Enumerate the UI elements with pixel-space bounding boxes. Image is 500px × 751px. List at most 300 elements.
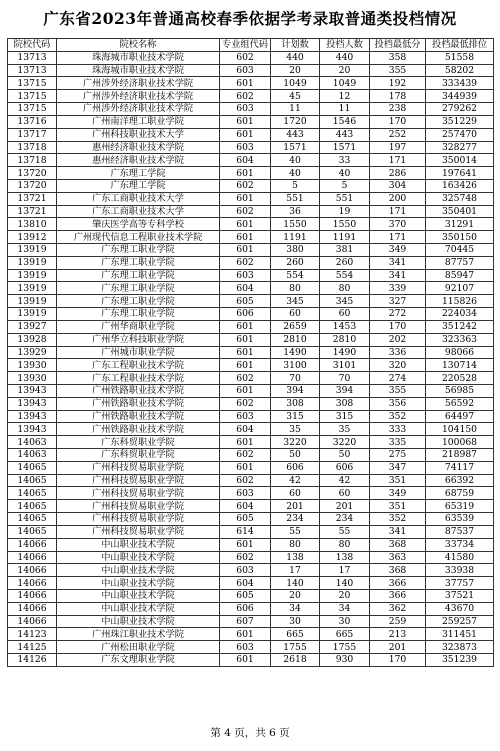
table-row bbox=[8, 90, 494, 103]
cell-group-code: 602 bbox=[220, 449, 271, 462]
cell-group-code: 602 bbox=[220, 551, 271, 564]
table-row bbox=[8, 308, 494, 321]
table-row bbox=[8, 474, 494, 487]
cell-min-rank: 163426 bbox=[426, 179, 494, 192]
cell-school-code: 13919 bbox=[8, 269, 57, 282]
cell-enrolled-count: 3220 bbox=[320, 436, 370, 449]
cell-school-name: 广州珠江职业技术学院 bbox=[57, 628, 220, 641]
cell-plan-count: 45 bbox=[271, 90, 320, 103]
cell-school-code: 14066 bbox=[8, 602, 57, 615]
cell-school-code: 13943 bbox=[8, 397, 57, 410]
table-row bbox=[8, 346, 494, 359]
cell-enrolled-count: 20 bbox=[320, 589, 370, 602]
cell-min-rank: 130714 bbox=[426, 359, 494, 372]
cell-group-code: 601 bbox=[220, 167, 271, 180]
cell-plan-count: 55 bbox=[271, 525, 320, 538]
cell-school-code: 14065 bbox=[8, 500, 57, 513]
cell-group-code: 601 bbox=[220, 436, 271, 449]
cell-min-score: 213 bbox=[370, 628, 426, 641]
cell-group-code: 601 bbox=[220, 333, 271, 346]
cell-min-rank: 65319 bbox=[426, 500, 494, 513]
cell-school-name: 广东工程职业技术学院 bbox=[57, 359, 220, 372]
cell-school-name: 中山职业技术学院 bbox=[57, 564, 220, 577]
cell-min-score: 341 bbox=[370, 256, 426, 269]
cell-plan-count: 1049 bbox=[271, 77, 320, 90]
table-row bbox=[8, 397, 494, 410]
cell-min-rank: 197641 bbox=[426, 167, 494, 180]
cell-school-code: 14063 bbox=[8, 449, 57, 462]
cell-min-score: 336 bbox=[370, 346, 426, 359]
cell-min-score: 192 bbox=[370, 77, 426, 90]
cell-min-rank: 257470 bbox=[426, 128, 494, 141]
cell-school-name: 广东理工职业学院 bbox=[57, 282, 220, 295]
cell-school-name: 中山职业技术学院 bbox=[57, 602, 220, 615]
cell-enrolled-count: 1546 bbox=[320, 115, 370, 128]
cell-min-rank: 74117 bbox=[426, 461, 494, 474]
cell-school-code: 13919 bbox=[8, 308, 57, 321]
cell-school-name: 广东工商职业技术大学 bbox=[57, 205, 220, 218]
cell-min-score: 259 bbox=[370, 615, 426, 628]
cell-group-code: 601 bbox=[220, 218, 271, 231]
cell-group-code: 602 bbox=[220, 51, 271, 64]
table-row bbox=[8, 436, 494, 449]
cell-enrolled-count: 40 bbox=[320, 167, 370, 180]
cell-min-score: 197 bbox=[370, 141, 426, 154]
table-row bbox=[8, 551, 494, 564]
cell-plan-count: 34 bbox=[271, 602, 320, 615]
cell-min-score: 351 bbox=[370, 500, 426, 513]
cell-school-name: 广东理工学院 bbox=[57, 179, 220, 192]
cell-min-score: 341 bbox=[370, 525, 426, 538]
cell-school-name: 广州涉外经济职业技术学院 bbox=[57, 103, 220, 116]
cell-school-name: 广州南洋理工职业学院 bbox=[57, 115, 220, 128]
cell-min-rank: 350014 bbox=[426, 154, 494, 167]
cell-school-name: 广州科技贸易职业学院 bbox=[57, 525, 220, 538]
cell-min-rank: 279262 bbox=[426, 103, 494, 116]
table-row bbox=[8, 589, 494, 602]
cell-plan-count: 40 bbox=[271, 167, 320, 180]
cell-plan-count: 40 bbox=[271, 154, 320, 167]
cell-min-score: 351 bbox=[370, 474, 426, 487]
cell-school-code: 13713 bbox=[8, 51, 57, 64]
cell-min-score: 355 bbox=[370, 64, 426, 77]
cell-school-code: 13720 bbox=[8, 167, 57, 180]
cell-enrolled-count: 381 bbox=[320, 244, 370, 257]
cell-school-name: 中山职业技术学院 bbox=[57, 551, 220, 564]
table-row bbox=[8, 320, 494, 333]
cell-plan-count: 80 bbox=[271, 538, 320, 551]
cell-min-rank: 115826 bbox=[426, 295, 494, 308]
table-row bbox=[8, 449, 494, 462]
table-row bbox=[8, 410, 494, 423]
table-body bbox=[8, 51, 494, 666]
table-row bbox=[8, 154, 494, 167]
header-school-code: 院校代码 bbox=[8, 39, 57, 52]
cell-group-code: 603 bbox=[220, 141, 271, 154]
cell-plan-count: 201 bbox=[271, 500, 320, 513]
cell-school-code: 13930 bbox=[8, 359, 57, 372]
cell-enrolled-count: 308 bbox=[320, 397, 370, 410]
cell-group-code: 603 bbox=[220, 564, 271, 577]
cell-group-code: 603 bbox=[220, 64, 271, 77]
cell-min-score: 333 bbox=[370, 423, 426, 436]
cell-min-score: 335 bbox=[370, 436, 426, 449]
cell-min-score: 356 bbox=[370, 397, 426, 410]
cell-group-code: 605 bbox=[220, 295, 271, 308]
cell-group-code: 603 bbox=[220, 641, 271, 654]
cell-school-code: 13715 bbox=[8, 103, 57, 116]
cell-plan-count: 30 bbox=[271, 615, 320, 628]
cell-school-code: 13919 bbox=[8, 256, 57, 269]
cell-enrolled-count: 5 bbox=[320, 179, 370, 192]
cell-min-score: 362 bbox=[370, 602, 426, 615]
cell-min-rank: 328277 bbox=[426, 141, 494, 154]
table-row bbox=[8, 423, 494, 436]
cell-school-code: 13717 bbox=[8, 128, 57, 141]
cell-min-score: 363 bbox=[370, 551, 426, 564]
table-row bbox=[8, 179, 494, 192]
cell-min-score: 178 bbox=[370, 90, 426, 103]
cell-school-name: 广州科技职业技术大学 bbox=[57, 128, 220, 141]
cell-min-score: 370 bbox=[370, 218, 426, 231]
cell-group-code: 601 bbox=[220, 538, 271, 551]
cell-group-code: 605 bbox=[220, 589, 271, 602]
cell-group-code: 614 bbox=[220, 525, 271, 538]
cell-group-code: 602 bbox=[220, 256, 271, 269]
cell-plan-count: 17 bbox=[271, 564, 320, 577]
cell-plan-count: 140 bbox=[271, 577, 320, 590]
cell-enrolled-count: 20 bbox=[320, 64, 370, 77]
table-row bbox=[8, 461, 494, 474]
table-row bbox=[8, 77, 494, 90]
table-row bbox=[8, 167, 494, 180]
cell-school-name: 广州铁路职业技术学院 bbox=[57, 397, 220, 410]
cell-min-score: 171 bbox=[370, 154, 426, 167]
cell-school-code: 14063 bbox=[8, 436, 57, 449]
table-row bbox=[8, 500, 494, 513]
cell-group-code: 605 bbox=[220, 513, 271, 526]
table-row bbox=[8, 564, 494, 577]
table-row bbox=[8, 103, 494, 116]
cell-plan-count: 1720 bbox=[271, 115, 320, 128]
cell-min-rank: 33938 bbox=[426, 564, 494, 577]
table-row bbox=[8, 359, 494, 372]
cell-school-name: 中山职业技术学院 bbox=[57, 615, 220, 628]
cell-school-name: 惠州经济职业技术学院 bbox=[57, 141, 220, 154]
cell-group-code: 606 bbox=[220, 308, 271, 321]
cell-enrolled-count: 3101 bbox=[320, 359, 370, 372]
cell-min-rank: 104150 bbox=[426, 423, 494, 436]
cell-enrolled-count: 665 bbox=[320, 628, 370, 641]
cell-group-code: 604 bbox=[220, 154, 271, 167]
table-row bbox=[8, 525, 494, 538]
cell-min-rank: 351242 bbox=[426, 320, 494, 333]
cell-min-score: 352 bbox=[370, 513, 426, 526]
cell-school-name: 中山职业技术学院 bbox=[57, 577, 220, 590]
cell-school-code: 13720 bbox=[8, 179, 57, 192]
cell-school-code: 14066 bbox=[8, 577, 57, 590]
cell-plan-count: 70 bbox=[271, 372, 320, 385]
cell-school-code: 13943 bbox=[8, 384, 57, 397]
cell-enrolled-count: 17 bbox=[320, 564, 370, 577]
cell-group-code: 601 bbox=[220, 384, 271, 397]
cell-min-rank: 33734 bbox=[426, 538, 494, 551]
cell-group-code: 603 bbox=[220, 487, 271, 500]
cell-enrolled-count: 42 bbox=[320, 474, 370, 487]
cell-plan-count: 3100 bbox=[271, 359, 320, 372]
table-row bbox=[8, 538, 494, 551]
cell-school-code: 14065 bbox=[8, 474, 57, 487]
cell-plan-count: 345 bbox=[271, 295, 320, 308]
cell-enrolled-count: 34 bbox=[320, 602, 370, 615]
cell-min-rank: 218987 bbox=[426, 449, 494, 462]
cell-enrolled-count: 551 bbox=[320, 192, 370, 205]
cell-min-score: 272 bbox=[370, 308, 426, 321]
cell-group-code: 601 bbox=[220, 192, 271, 205]
cell-min-rank: 98066 bbox=[426, 346, 494, 359]
cell-school-name: 广东文理职业学院 bbox=[57, 654, 220, 667]
table-row bbox=[8, 115, 494, 128]
cell-school-code: 13810 bbox=[8, 218, 57, 231]
cell-school-code: 13929 bbox=[8, 346, 57, 359]
table-row bbox=[8, 64, 494, 77]
table-row bbox=[8, 487, 494, 500]
cell-school-name: 广东工程职业技术学院 bbox=[57, 372, 220, 385]
cell-enrolled-count: 55 bbox=[320, 525, 370, 538]
cell-min-score: 201 bbox=[370, 641, 426, 654]
cell-min-rank: 63539 bbox=[426, 513, 494, 526]
cell-min-rank: 100068 bbox=[426, 436, 494, 449]
cell-school-code: 14066 bbox=[8, 538, 57, 551]
cell-plan-count: 20 bbox=[271, 64, 320, 77]
cell-school-code: 14065 bbox=[8, 461, 57, 474]
cell-enrolled-count: 80 bbox=[320, 282, 370, 295]
cell-school-name: 肇庆医学高等专科学校 bbox=[57, 218, 220, 231]
cell-plan-count: 551 bbox=[271, 192, 320, 205]
cell-school-name: 广东理工职业学院 bbox=[57, 269, 220, 282]
table-row bbox=[8, 641, 494, 654]
cell-plan-count: 5 bbox=[271, 179, 320, 192]
table-row bbox=[8, 256, 494, 269]
cell-school-code: 13715 bbox=[8, 77, 57, 90]
cell-group-code: 602 bbox=[220, 205, 271, 218]
cell-min-score: 170 bbox=[370, 320, 426, 333]
cell-group-code: 601 bbox=[220, 244, 271, 257]
cell-plan-count: 1191 bbox=[271, 231, 320, 244]
cell-plan-count: 50 bbox=[271, 449, 320, 462]
cell-school-code: 14066 bbox=[8, 589, 57, 602]
cell-min-rank: 344939 bbox=[426, 90, 494, 103]
cell-min-rank: 351239 bbox=[426, 654, 494, 667]
cell-enrolled-count: 1049 bbox=[320, 77, 370, 90]
cell-school-name: 广东工商职业技术大学 bbox=[57, 192, 220, 205]
cell-plan-count: 380 bbox=[271, 244, 320, 257]
cell-enrolled-count: 234 bbox=[320, 513, 370, 526]
cell-school-name: 广东科贸职业学院 bbox=[57, 436, 220, 449]
cell-min-rank: 43670 bbox=[426, 602, 494, 615]
cell-enrolled-count: 345 bbox=[320, 295, 370, 308]
cell-min-score: 252 bbox=[370, 128, 426, 141]
cell-min-score: 349 bbox=[370, 244, 426, 257]
cell-min-score: 286 bbox=[370, 167, 426, 180]
cell-min-rank: 85947 bbox=[426, 269, 494, 282]
cell-enrolled-count: 443 bbox=[320, 128, 370, 141]
cell-school-code: 13943 bbox=[8, 410, 57, 423]
table-row bbox=[8, 205, 494, 218]
cell-school-code: 14065 bbox=[8, 487, 57, 500]
cell-enrolled-count: 1755 bbox=[320, 641, 370, 654]
cell-min-score: 352 bbox=[370, 410, 426, 423]
cell-min-rank: 68759 bbox=[426, 487, 494, 500]
cell-school-code: 13927 bbox=[8, 320, 57, 333]
cell-group-code: 601 bbox=[220, 654, 271, 667]
table-row bbox=[8, 128, 494, 141]
cell-plan-count: 1550 bbox=[271, 218, 320, 231]
cell-min-rank: 323363 bbox=[426, 333, 494, 346]
header-group-code: 专业组代码 bbox=[220, 39, 271, 52]
cell-enrolled-count: 1453 bbox=[320, 320, 370, 333]
table-row bbox=[8, 141, 494, 154]
table-row bbox=[8, 602, 494, 615]
cell-plan-count: 1571 bbox=[271, 141, 320, 154]
cell-min-score: 238 bbox=[370, 103, 426, 116]
cell-min-score: 170 bbox=[370, 654, 426, 667]
cell-school-name: 中山职业技术学院 bbox=[57, 538, 220, 551]
cell-plan-count: 20 bbox=[271, 589, 320, 602]
cell-school-name: 广东理工职业学院 bbox=[57, 295, 220, 308]
cell-enrolled-count: 35 bbox=[320, 423, 370, 436]
table-row bbox=[8, 231, 494, 244]
cell-plan-count: 2810 bbox=[271, 333, 320, 346]
cell-min-rank: 56592 bbox=[426, 397, 494, 410]
cell-min-rank: 325748 bbox=[426, 192, 494, 205]
cell-enrolled-count: 11 bbox=[320, 103, 370, 116]
cell-plan-count: 315 bbox=[271, 410, 320, 423]
cell-plan-count: 394 bbox=[271, 384, 320, 397]
cell-min-rank: 323873 bbox=[426, 641, 494, 654]
cell-school-code: 13716 bbox=[8, 115, 57, 128]
header-min-rank: 投档最低排位 bbox=[426, 39, 494, 52]
cell-school-name: 广州科技贸易职业学院 bbox=[57, 487, 220, 500]
cell-min-rank: 333439 bbox=[426, 77, 494, 90]
cell-school-name: 广州科技贸易职业学院 bbox=[57, 513, 220, 526]
cell-min-rank: 350150 bbox=[426, 231, 494, 244]
cell-school-code: 13930 bbox=[8, 372, 57, 385]
cell-group-code: 601 bbox=[220, 359, 271, 372]
cell-min-rank: 87537 bbox=[426, 525, 494, 538]
cell-school-code: 13718 bbox=[8, 154, 57, 167]
cell-school-code: 14123 bbox=[8, 628, 57, 641]
cell-school-name: 广州铁路职业技术学院 bbox=[57, 410, 220, 423]
header-enrolled-count: 投档人数 bbox=[320, 39, 370, 52]
cell-enrolled-count: 1191 bbox=[320, 231, 370, 244]
cell-min-score: 368 bbox=[370, 564, 426, 577]
cell-school-name: 广东理工职业学院 bbox=[57, 256, 220, 269]
cell-group-code: 601 bbox=[220, 320, 271, 333]
cell-min-rank: 51558 bbox=[426, 51, 494, 64]
cell-enrolled-count: 140 bbox=[320, 577, 370, 590]
cell-group-code: 601 bbox=[220, 231, 271, 244]
cell-min-rank: 37757 bbox=[426, 577, 494, 590]
header-row bbox=[8, 39, 494, 52]
cell-min-rank: 64497 bbox=[426, 410, 494, 423]
cell-enrolled-count: 201 bbox=[320, 500, 370, 513]
header-school-name: 院校名称 bbox=[57, 39, 220, 52]
cell-school-code: 13943 bbox=[8, 423, 57, 436]
cell-enrolled-count: 440 bbox=[320, 51, 370, 64]
cell-school-name: 惠州经济职业技术学院 bbox=[57, 154, 220, 167]
cell-plan-count: 11 bbox=[271, 103, 320, 116]
cell-group-code: 601 bbox=[220, 128, 271, 141]
cell-min-rank: 31291 bbox=[426, 218, 494, 231]
cell-group-code: 606 bbox=[220, 602, 271, 615]
cell-min-score: 171 bbox=[370, 205, 426, 218]
table-row bbox=[8, 282, 494, 295]
table-row bbox=[8, 577, 494, 590]
header-min-score: 投档最低分 bbox=[370, 39, 426, 52]
cell-plan-count: 234 bbox=[271, 513, 320, 526]
cell-enrolled-count: 60 bbox=[320, 487, 370, 500]
cell-enrolled-count: 930 bbox=[320, 654, 370, 667]
cell-school-name: 广州铁路职业技术学院 bbox=[57, 384, 220, 397]
cell-min-rank: 92107 bbox=[426, 282, 494, 295]
cell-group-code: 603 bbox=[220, 410, 271, 423]
cell-enrolled-count: 60 bbox=[320, 308, 370, 321]
cell-group-code: 602 bbox=[220, 397, 271, 410]
cell-plan-count: 260 bbox=[271, 256, 320, 269]
cell-min-rank: 259257 bbox=[426, 615, 494, 628]
cell-plan-count: 554 bbox=[271, 269, 320, 282]
cell-school-code: 14065 bbox=[8, 513, 57, 526]
cell-school-code: 13928 bbox=[8, 333, 57, 346]
cell-enrolled-count: 12 bbox=[320, 90, 370, 103]
cell-group-code: 604 bbox=[220, 282, 271, 295]
cell-min-rank: 311451 bbox=[426, 628, 494, 641]
cell-group-code: 604 bbox=[220, 423, 271, 436]
cell-min-score: 202 bbox=[370, 333, 426, 346]
cell-school-name: 广州华商职业学院 bbox=[57, 320, 220, 333]
cell-enrolled-count: 19 bbox=[320, 205, 370, 218]
cell-group-code: 602 bbox=[220, 179, 271, 192]
cell-school-name: 广州科技贸易职业学院 bbox=[57, 461, 220, 474]
cell-plan-count: 80 bbox=[271, 282, 320, 295]
cell-min-rank: 58202 bbox=[426, 64, 494, 77]
cell-enrolled-count: 554 bbox=[320, 269, 370, 282]
cell-school-name: 广东理工学院 bbox=[57, 167, 220, 180]
cell-school-name: 广州科技贸易职业学院 bbox=[57, 474, 220, 487]
cell-school-name: 珠海城市职业技术学院 bbox=[57, 64, 220, 77]
table-row bbox=[8, 295, 494, 308]
table-row bbox=[8, 192, 494, 205]
table-row bbox=[8, 51, 494, 64]
cell-plan-count: 2659 bbox=[271, 320, 320, 333]
cell-school-code: 13919 bbox=[8, 282, 57, 295]
cell-min-score: 304 bbox=[370, 179, 426, 192]
cell-min-score: 368 bbox=[370, 538, 426, 551]
cell-min-score: 341 bbox=[370, 269, 426, 282]
table-row bbox=[8, 244, 494, 257]
cell-school-code: 13715 bbox=[8, 90, 57, 103]
cell-school-name: 广东理工职业学院 bbox=[57, 308, 220, 321]
cell-school-name: 广州涉外经济职业技术学院 bbox=[57, 77, 220, 90]
header-plan-count: 计划数 bbox=[271, 39, 320, 52]
cell-group-code: 603 bbox=[220, 269, 271, 282]
cell-min-score: 349 bbox=[370, 487, 426, 500]
cell-min-rank: 224034 bbox=[426, 308, 494, 321]
page-footer: 第 4 页，共 6 页 bbox=[210, 727, 290, 739]
cell-school-code: 14066 bbox=[8, 615, 57, 628]
cell-plan-count: 1755 bbox=[271, 641, 320, 654]
